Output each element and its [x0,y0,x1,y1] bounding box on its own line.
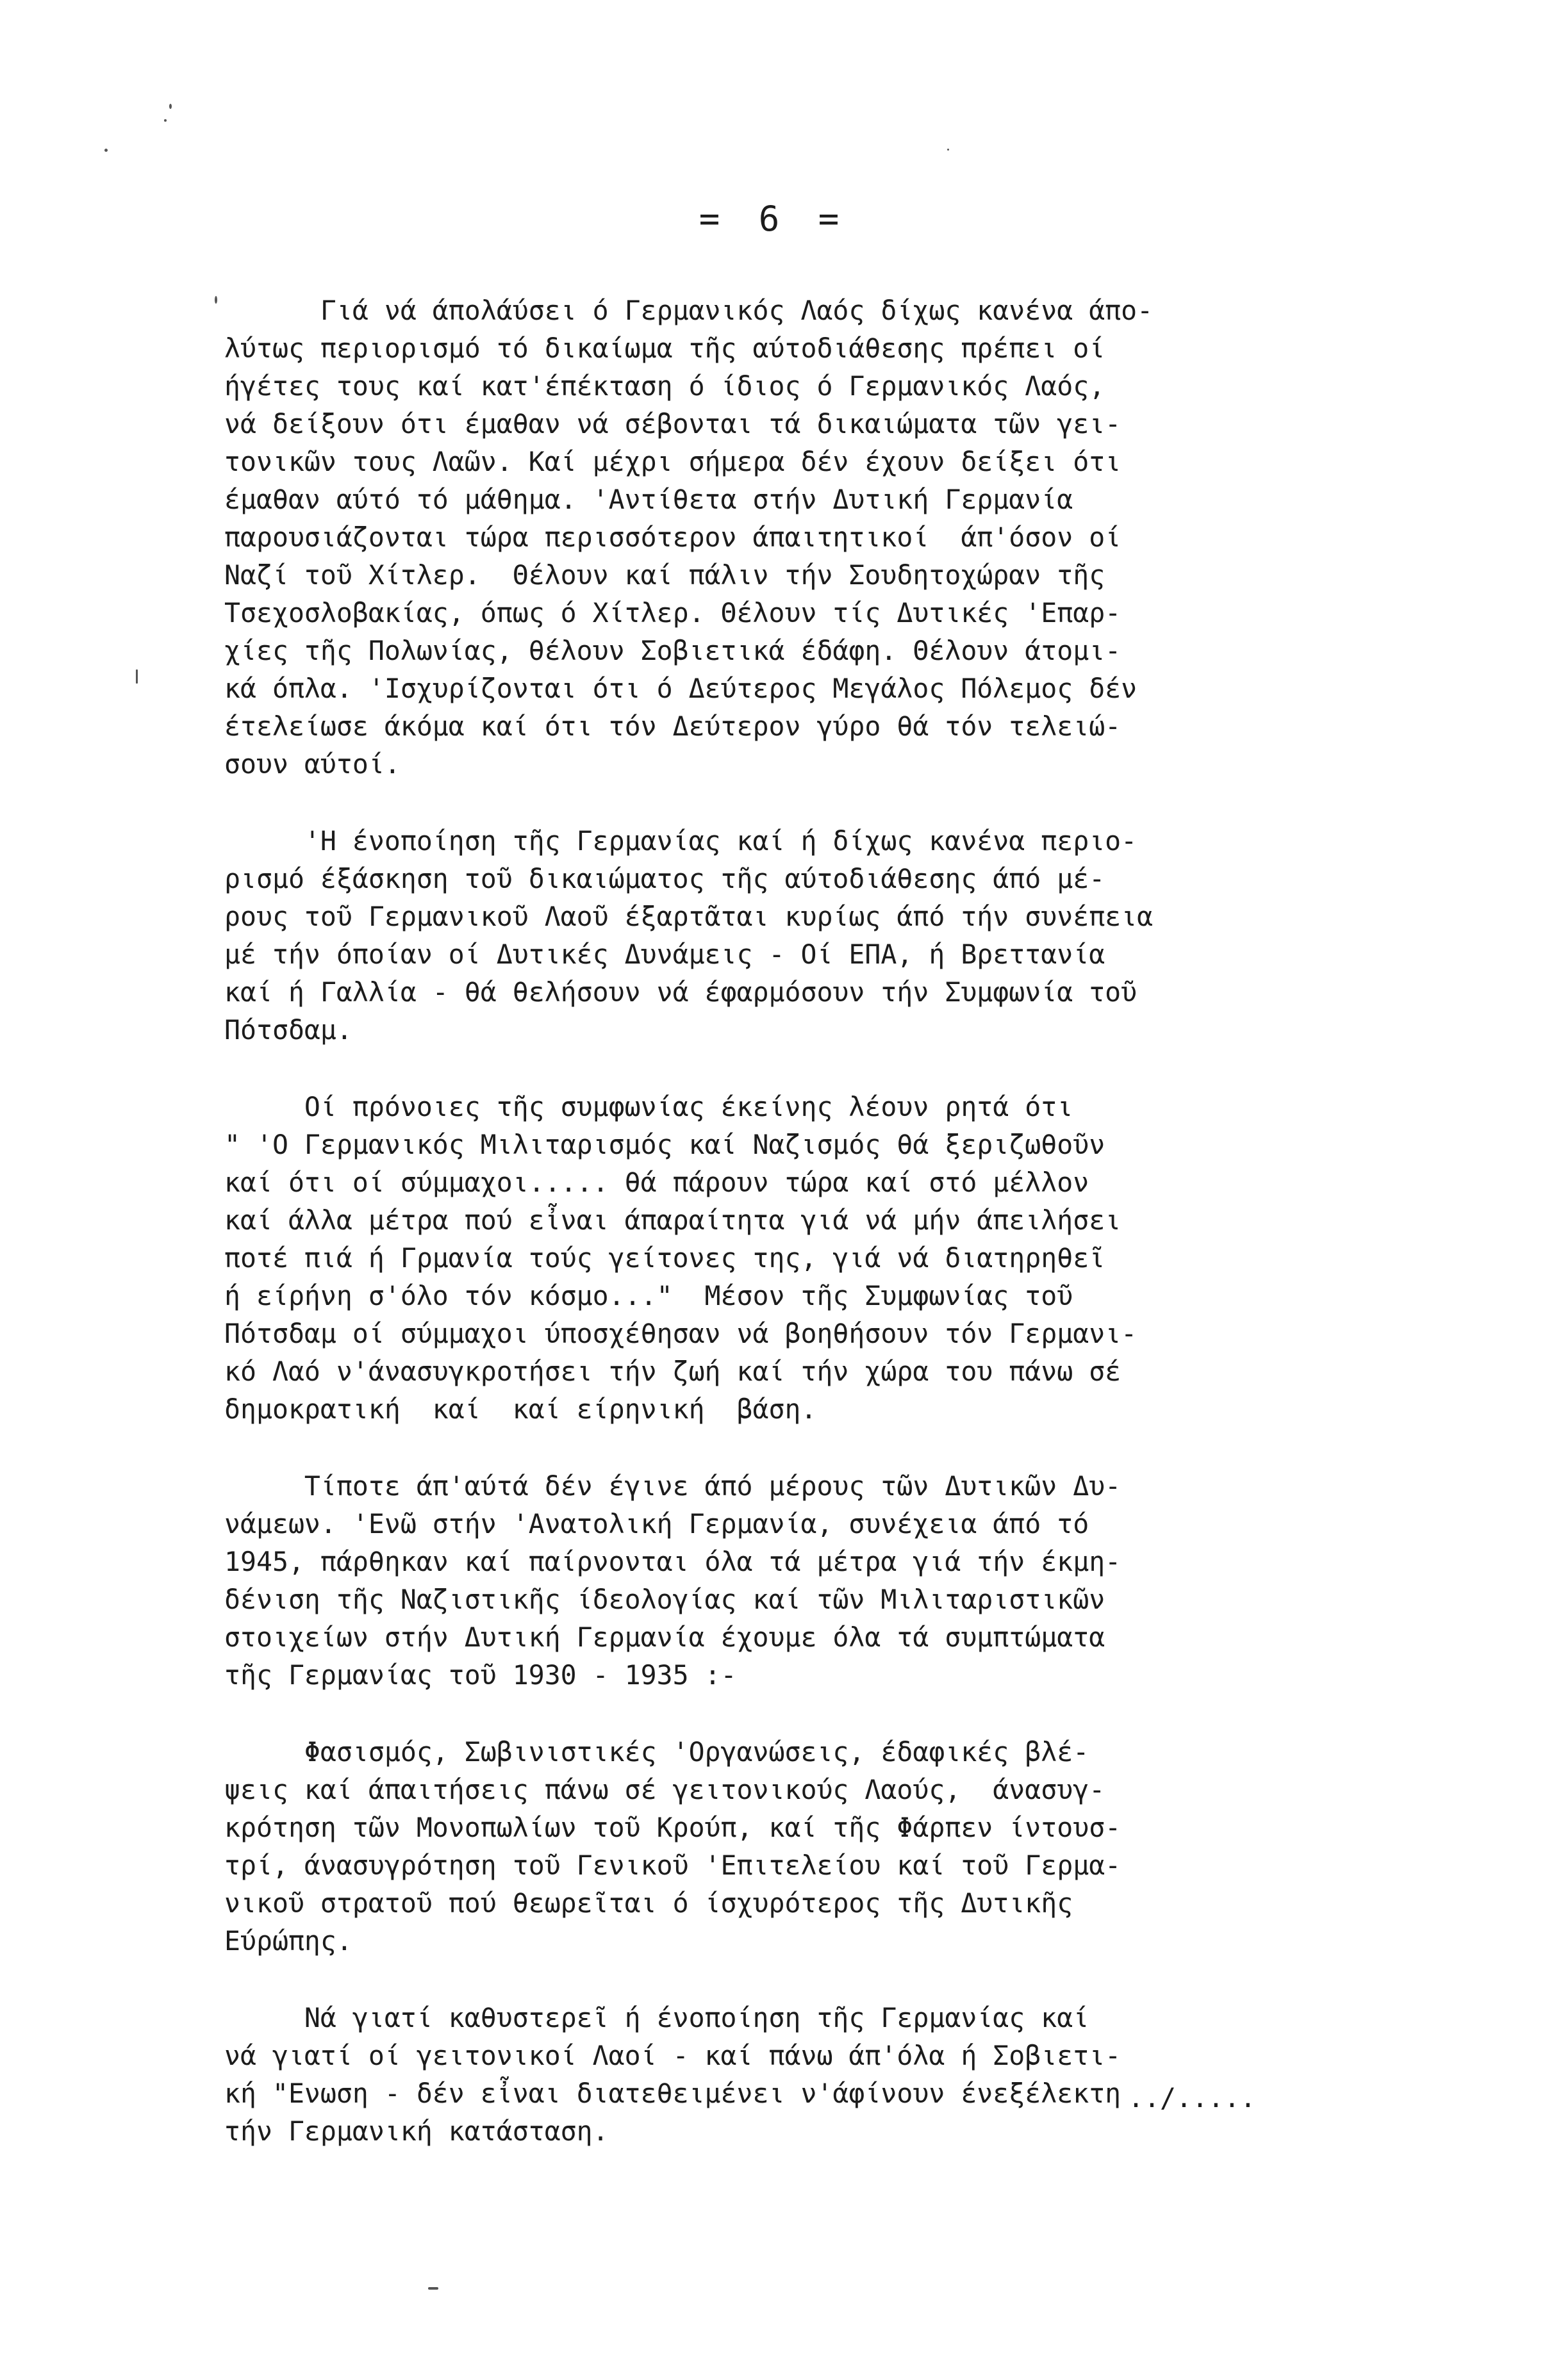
text-line: ρους τοῦ Γερμανικοῦ Λαοῦ έξαρτᾶται κυρίως άπό τήν συνέπεια [224,901,1154,932]
text-line: κρότηση τῶν Μονοπωλίων τοῦ Κρούπ, καί τῆς Φάρπεν ίντουσ- [224,1812,1121,1843]
text-line: καί άλλα μέτρα πού εἶναι άπαραίτητα γιά νά μήν άπειλήσει [224,1204,1121,1236]
paragraph [224,1733,1384,1960]
text-line: Εύρώπης. [224,1925,352,1957]
scan-speck [215,296,217,304]
text-line: τήν Γερμανική κατάσταση. [224,2115,609,2147]
text-line: ψεις καί άπαιτήσεις πάνω σέ γειτονικούς Λαούς, άνασυγ- [224,1774,1105,1805]
text-line: νικοῦ στρατοῦ πού θεωρεῖται ό ίσχυρότερος τῆς Δυτικῆς [224,1887,1073,1919]
continuation-marker: ../..... [1128,2082,1256,2113]
text-line: Νά γιατί καθυστερεῖ ή ένοποίηση τῆς Γερμανίας καί [224,2002,1089,2033]
paragraph [224,822,1384,1049]
text-line: δένιση τῆς Ναζιστικῆς ίδεολογίας καί τῶν Μιλιταριστικῶν [224,1584,1105,1615]
text-line: καί ότι οί σύμμαχοι..... θά πάρουν τώρα καί στό μέλλον [224,1167,1089,1198]
text-line: Πότσδαμ. [224,1014,352,1046]
text-line: " 'Ο Γερμανικός Μιλιταρισμός καί Ναζισμός θά ξεριζωθοῦν [224,1129,1105,1160]
text-line: ή είρήνη σ'όλο τόν κόσμο..." Μέσον τῆς Συμφωνίας τοῦ [224,1280,1073,1311]
text-line: νά δείξουν ότι έμαθαν νά σέβονται τά δικαιώματα τῶν γει- [224,408,1121,439]
text-line: κή "Ενωση - δέν εἶναι διατεθειμένει ν'άφίνουν ένεξέλεκτη [224,2078,1121,2109]
text-line: Γιά νά άπολάύσει ό Γερμανικός Λαός δίχως κανένα άπο- [224,295,1154,326]
scan-speck [947,149,949,151]
text-line: Ναζί τοῦ Χίτλερ. Θέλουν καί πάλιν τήν Σουδητοχώραν τῆς [224,559,1105,591]
text-line: Οί πρόνοιες τῆς συμφωνίας έκείνης λέουν ρητά ότι [224,1091,1073,1122]
text-line: έμαθαν αύτό τό μάθημα. 'Αντίθετα στήν Δυτική Γερμανία [224,484,1073,515]
text-line: Πότσδαμ οί σύμμαχοι ύποσχέθησαν νά βοηθήσουν τόν Γερμανι- [224,1318,1138,1349]
scan-speck [164,119,167,122]
text-line: ήγέτες τους καί κατ'έπέκταση ό ίδιος ό Γερμανικός Λαός, [224,370,1105,402]
text-line: καί ή Γαλλία - θά θελήσουν νά έφαρμόσουν τήν Συμφωνία τοῦ [224,976,1138,1008]
paragraph [224,1467,1384,1694]
text-line: κά όπλα. 'Ισχυρίζονται ότι ό Δεύτερος Μεγάλος Πόλεμος δέν [224,673,1138,704]
paragraph [224,1088,1384,1428]
text-line: ποτέ πιά ή Γρμανία τούς γείτονες της, γιά νά διατηρηθεῖ [224,1242,1105,1274]
text-line: κό Λαό ν'άνασυγκροτήσει τήν ζωή καί τήν χώρα του πάνω σέ [224,1356,1121,1387]
text-line: τρί, άνασυγρότηση τοῦ Γενικοῦ 'Επιτελείου καί τοῦ Γερμα- [224,1850,1121,1881]
paragraph [224,291,1384,783]
scan-speck [136,669,138,684]
body-text [224,291,1384,2189]
text-line: χίες τῆς Πολωνίας, θέλουν Σοβιετικά έδάφη. Θέλουν άτομι- [224,635,1121,666]
paragraph [224,1999,1384,2150]
text-line: δημοκρατική καί καί είρηνική βάση. [224,1393,817,1425]
text-line: στοιχείων στήν Δυτική Γερμανία έχουμε όλα τά συμπτώματα [224,1621,1105,1653]
scan-speck [428,2287,438,2290]
text-line: 'Η ένοποίηση τῆς Γερμανίας καί ή δίχως κανένα περιο- [224,825,1138,857]
text-line: μέ τήν όποίαν οί Δυτικές Δυνάμεις - Οί ΕΠΑ, ή Βρεττανία [224,939,1105,970]
text-line: ρισμό έξάσκηση τοῦ δικαιώματος τῆς αύτοδιάθεσης άπό μέ- [224,863,1105,894]
text-line: λύτως περιορισμό τό δικαίωμα τῆς αύτοδιάθεσης πρέπει οί [224,332,1105,364]
text-line: Τίποτε άπ'αύτά δέν έγινε άπό μέρους τῶν Δυτικῶν Δυ- [224,1470,1121,1502]
page-number: = 6 = [699,199,848,239]
text-line: Τσεχοσλοβακίας, όπως ό Χίτλερ. Θέλουν τίς Δυτικές 'Επαρ- [224,597,1121,628]
text-line: σουν αύτοί. [224,748,401,780]
text-line: Φασισμός, Σωβινιστικές 'Οργανώσεις, έδαφικές βλέ- [224,1736,1089,1768]
text-line: νά γιατί οί γειτονικοί Λαοί - καί πάνω άπ'όλα ή Σοβιετι- [224,2040,1121,2071]
text-line: 1945, πάρθηκαν καί παίρνονται όλα τά μέτρα γιά τήν έκμη- [224,1546,1121,1577]
text-line: νάμεων. 'Ενῶ στήν 'Ανατολική Γερμανία, συνέχεια άπό τό [224,1508,1089,1539]
scan-speck [104,149,108,152]
text-line: παρουσιάζονται τώρα περισσότερον άπαιτητικοί άπ'όσον οί [224,521,1121,553]
scan-speck [169,104,172,109]
text-line: έτελείωσε άκόμα καί ότι τόν Δεύτερον γύρο θά τόν τελειώ- [224,710,1121,742]
text-line: τονικῶν τους Λαῶν. Καί μέχρι σήμερα δέν έχουν δείξει ότι [224,446,1121,477]
text-line: τῆς Γερμανίας τοῦ 1930 - 1935 :- [224,1659,737,1691]
